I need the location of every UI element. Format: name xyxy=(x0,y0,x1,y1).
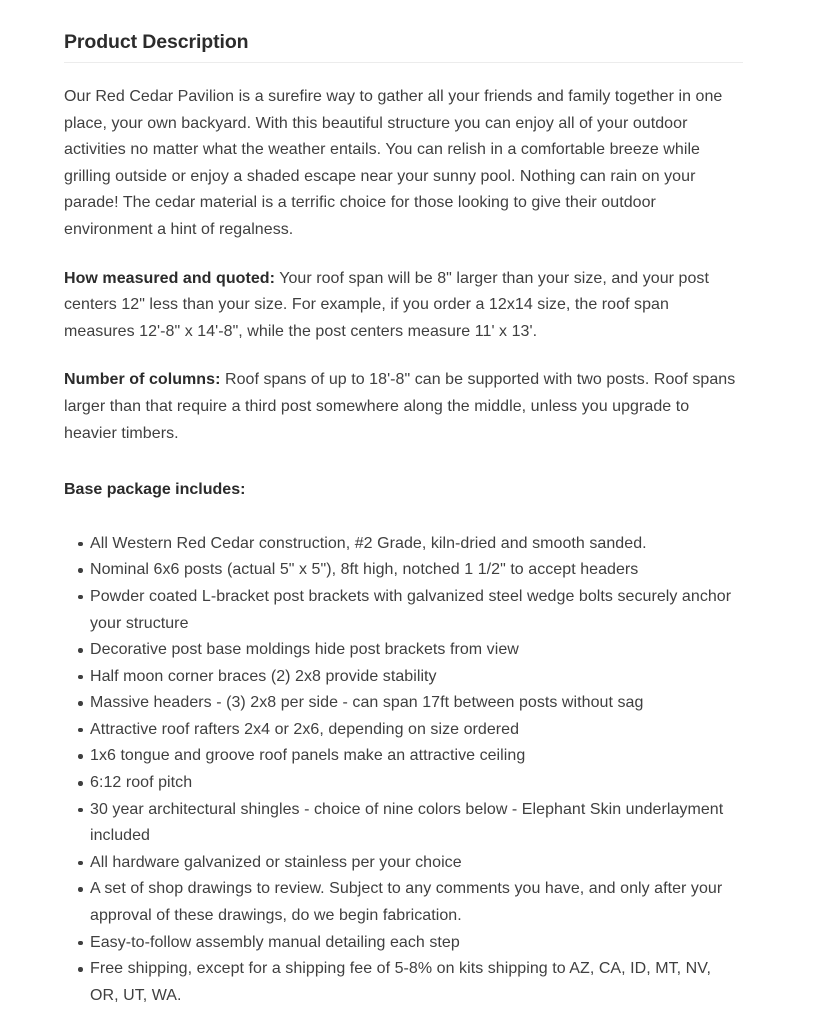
bullet-icon xyxy=(78,967,83,972)
how-measured-lead: How measured and quoted: xyxy=(64,269,275,287)
list-item xyxy=(64,850,743,877)
bullet-icon xyxy=(78,861,83,866)
how-measured-text: Your roof span will be 8" larger than your size, and your post centers 12" less than your size. For example, if you order a 12x14 size, the roof span measures 12'-8" x 14'-8", while the post centers measure 11' x 13'. xyxy=(64,269,709,340)
number-of-columns-paragraph xyxy=(64,345,743,447)
list-item xyxy=(64,930,743,957)
bullet-icon xyxy=(78,728,83,733)
list-item-label: Attractive roof rafters 2x4 or 2x6, depending on size ordered xyxy=(90,720,520,738)
base-package-heading: Base package includes: xyxy=(64,481,246,499)
list-item-label: Massive headers - (3) 2x8 per side - can span 17ft between posts without sag xyxy=(90,694,644,712)
bullet-icon xyxy=(78,941,83,946)
list-item xyxy=(64,717,743,744)
list-item xyxy=(64,770,743,797)
bullet-icon xyxy=(78,754,83,759)
list-item-label: 30 year architectural shingles - choice of nine colors below - Elephant Skin underlayment included xyxy=(90,800,724,845)
list-item-label: 1x6 tongue and groove roof panels make an attractive ceiling xyxy=(90,747,526,765)
list-item-label: 6:12 roof pitch xyxy=(90,774,193,792)
how-measured-paragraph xyxy=(64,244,743,346)
bullet-icon xyxy=(78,595,83,600)
list-item-label: Half moon corner braces (2) 2x8 provide stability xyxy=(90,667,437,685)
base-package-list xyxy=(64,504,743,1010)
list-item-label: Decorative post base moldings hide post brackets from view xyxy=(90,641,519,659)
list-item xyxy=(64,637,743,664)
number-of-columns-lead: Number of columns: xyxy=(64,371,221,389)
list-item xyxy=(64,876,743,929)
list-item-label: Free shipping, except for a shipping fee of 5-8% on kits shipping to AZ, CA, ID, MT, NV, OR, UT, WA. xyxy=(90,960,712,1004)
bullet-icon xyxy=(78,542,83,547)
intro-paragraph xyxy=(64,63,743,244)
list-item xyxy=(64,956,743,1009)
list-item xyxy=(64,743,743,770)
list-item xyxy=(64,664,743,691)
list-item xyxy=(64,690,743,717)
intro-paragraph-text: Our Red Cedar Pavilion is a surefire way to gather all your friends and family together in one place, your own backyard. With this beautiful structure you can enjoy all of your outdoor activities no matter what the weather entails. You can relish in a comfortable breeze while grilling outside or enjoy a shaded escape near your sunny pool. Nothing can rain on your parade! The cedar material is a terrific choice for those looking to give their outdoor environment a hint of regalness. xyxy=(64,88,723,238)
page-title: Product Description xyxy=(64,31,249,53)
list-item-label: Easy-to-follow assembly manual detailing each step xyxy=(90,933,460,951)
list-item-label: A set of shop drawings to review. Subject to any comments you have, and only after your approval of these drawings, do we begin fabrication. xyxy=(90,880,723,925)
list-item xyxy=(64,531,743,558)
bullet-icon xyxy=(78,887,83,892)
description-content xyxy=(64,0,743,1009)
bullet-icon xyxy=(78,808,83,813)
bullet-icon xyxy=(78,675,83,680)
bullet-icon xyxy=(78,781,83,786)
number-of-columns-text: Roof spans of up to 18'-8" can be supported with two posts. Roof spans larger than that require a third post somewhere along the middle, unless you upgrade to heavier timbers. xyxy=(64,371,736,442)
list-item-label: Nominal 6x6 posts (actual 5" x 5"), 8ft high, notched 1 1/2" to accept headers xyxy=(90,561,639,579)
list-item xyxy=(64,584,743,637)
list-item xyxy=(64,557,743,584)
list-item xyxy=(64,797,743,850)
bullet-icon xyxy=(78,568,83,573)
list-item-label: All hardware galvanized or stainless per your choice xyxy=(90,853,462,871)
bullet-icon xyxy=(78,701,83,706)
bullet-icon xyxy=(78,648,83,653)
list-item-label: Powder coated L-bracket post brackets with galvanized steel wedge bolts securely anchor your structure xyxy=(90,587,732,632)
list-item-label: All Western Red Cedar construction, #2 Grade, kiln-dried and smooth sanded. xyxy=(90,534,647,552)
